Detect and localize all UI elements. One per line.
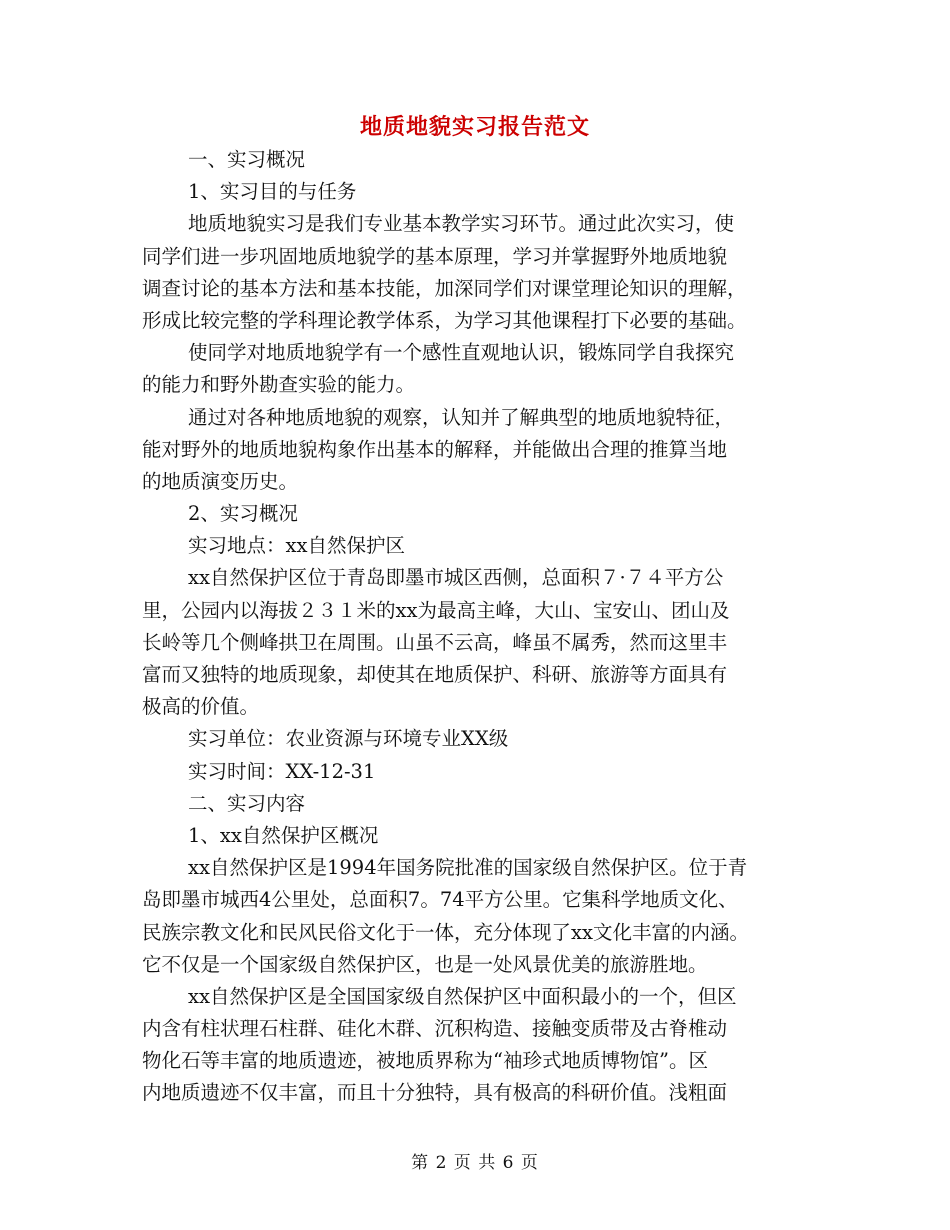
paragraph-line: xx自然保护区是全国国家级自然保护区中面积最小的一个，但区 bbox=[188, 984, 737, 1008]
page-number-footer: 第 2 页 共 6 页 bbox=[411, 1153, 539, 1173]
paragraph-line: 岛即墨市城西4公里处，总面积7。74平方公里。它集科学地质文化、 bbox=[142, 888, 738, 912]
paragraph-line: 长岭等几个侧峰拱卫在周围。山虽不云高，峰虽不属秀，然而这里丰 bbox=[142, 630, 728, 654]
paragraph-line: 它不仅是一个国家级自然保护区，也是一处风景优美的旅游胜地。 bbox=[142, 952, 708, 976]
paragraph-line: 实习单位：农业资源与环境专业XX级 bbox=[188, 727, 509, 751]
paragraph-line: 内含有柱状理石柱群、硅化木群、沉积构造、接触变质带及古脊椎动 bbox=[142, 1017, 728, 1041]
section-heading: 二、实习内容 bbox=[188, 791, 306, 815]
paragraph-line: 同学们进一步巩固地质地貌学的基本原理，学习并掌握野外地质地貌 bbox=[142, 244, 728, 268]
document-title: 地质地貌实习报告范文 bbox=[359, 114, 590, 140]
section-heading: 一、实习概况 bbox=[188, 148, 306, 171]
paragraph-line: 极高的价值。 bbox=[142, 695, 260, 719]
paragraph-line: 使同学对地质地貌学有一个感性直观地认识，锻炼同学自我探究 bbox=[188, 341, 735, 365]
paragraph-line: 内地质遗迹不仅丰富，而且十分独特，具有极高的科研价值。浅粗面 bbox=[142, 1081, 728, 1105]
document-body bbox=[142, 144, 812, 1110]
paragraph-line: 实习地点：xx自然保护区 bbox=[188, 534, 405, 558]
paragraph-line: xx自然保护区是1994年国务院批准的国家级自然保护区。位于青 bbox=[188, 856, 748, 880]
paragraph-line: 民族宗教文化和民风民俗文化于一体，充分体现了xx文化丰富的内涵。 bbox=[142, 920, 749, 944]
paragraph-line: 物化石等丰富的地质遗迹，被地质界称为“袖珍式地质博物馆”。区 bbox=[142, 1049, 708, 1073]
paragraph-line: 形成比较完整的学科理论教学体系，为学习其他课程打下必要的基础。 bbox=[142, 308, 747, 332]
paragraph-line: 调查讨论的基本方法和基本技能，加深同学们对课堂理论知识的理解， bbox=[142, 276, 747, 300]
paragraph-line: xx自然保护区位于青岛即墨市城区西侧，总面积７·７４平方公 bbox=[188, 566, 724, 590]
paragraph-line: 能对野外的地质地貌构象作出基本的解释，并能做出合理的推算当地 bbox=[142, 437, 728, 461]
paragraph-line: 的能力和野外勘查实验的能力。 bbox=[142, 373, 416, 397]
paragraph-line: 的地质演变历史。 bbox=[142, 469, 299, 493]
paragraph-line: 实习时间：XX-12-31 bbox=[188, 759, 376, 783]
subsection-heading: 1、xx自然保护区概况 bbox=[188, 823, 379, 847]
subsection-heading: 1、实习目的与任务 bbox=[188, 180, 357, 204]
paragraph-line: 里，公园内以海拔２３１米的xx为最高主峰，大山、宝安山、团山及 bbox=[142, 598, 730, 622]
paragraph-line: 通过对各种地质地貌的观察，认知并了解典型的地质地貌特征， bbox=[188, 405, 735, 429]
subsection-heading: 2、实习概况 bbox=[188, 502, 298, 526]
paragraph-line: 地质地貌实习是我们专业基本教学实习环节。通过此次实习，使 bbox=[188, 212, 735, 236]
paragraph-line: 富而又独特的地质现象，却使其在地质保护、科研、旅游等方面具有 bbox=[142, 663, 728, 686]
